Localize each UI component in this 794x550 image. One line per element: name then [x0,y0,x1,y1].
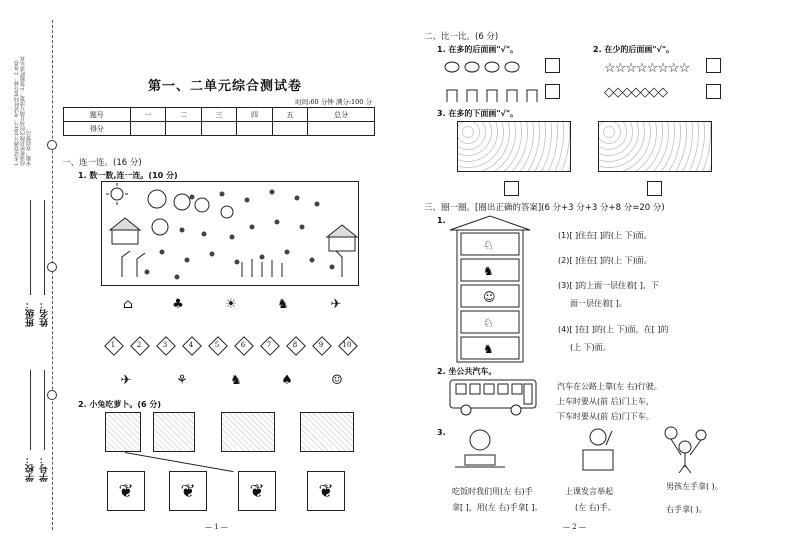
svg-text:♘: ♘ [483,316,494,330]
number-label: 4 [188,341,194,349]
name-field-label: 姓名： [40,300,50,327]
deer-icon[interactable]: ♞ [230,372,242,388]
radish-icon: ❦ [180,480,196,502]
score-table-score-row [64,122,375,136]
house-question-line[interactable]: 面一层住着[ ]。 [570,299,627,308]
svg-text:♘: ♘ [483,238,494,252]
number-label: 6 [240,341,246,349]
counting-scene [101,181,359,286]
scene-illustration [102,182,360,287]
svg-text:♞: ♞ [483,264,494,278]
number-label: 2 [136,341,142,349]
eating-child-illustration [450,425,510,475]
score-table-cell: 一 [130,108,166,122]
raise-hand-question-line[interactable]: 上课发言举起 [565,487,613,496]
raising-hand-child-illustration [573,425,623,475]
number-diamond[interactable] [105,337,121,353]
question-2-2-title: 2. 在少的后面画"√"。 [593,45,675,54]
monkey-group-box [457,121,571,172]
number-label: 1 [110,341,116,349]
question-2-1-title: 1. 在多的后面画"√"。 [437,45,519,54]
class-field-line[interactable] [30,200,31,295]
id-field-label: 学号： [40,455,50,482]
radish-icon: ❦ [118,480,134,502]
bus-question-line[interactable]: 汽车在公路上靠(左 右)行驶。 [557,382,662,391]
house-question-line[interactable]: (4)[ ]在[ ]的(上 下)面，在[ ]的 [558,325,669,334]
stars-row: ☆☆☆☆☆☆☆☆ [604,61,690,76]
section-2-heading: 二、比一比。(6 分) [424,32,499,42]
svg-text:☺: ☺ [483,290,496,304]
score-table-header-row [64,108,375,122]
eating-question-line[interactable]: 吃饭时我们用(左 右)手 [452,487,533,496]
monkey-icon[interactable]: ☺ [331,372,343,388]
page-title: 第一、二单元综合测试卷 [147,79,302,94]
binding-hole [47,140,57,150]
answer-box[interactable] [706,84,721,99]
answer-box[interactable] [545,84,560,99]
bird-icon[interactable]: ✈ [120,372,132,388]
svg-text:♞: ♞ [483,342,494,356]
section-1-heading: 一、连一连。(16 分) [62,158,142,168]
house-icon[interactable]: ⌂ [123,296,133,312]
apartment-building [445,215,535,365]
balloon-question-line[interactable]: 男孩左手拿( )。 [666,482,723,491]
score-entry-cell[interactable] [201,122,237,136]
number-diamond[interactable] [339,337,355,353]
boy-balloons-illustration [663,425,708,475]
radish-icon: ❦ [318,480,334,502]
rabbit-icon[interactable]: ♞ [277,296,289,312]
score-entry-cell[interactable] [308,122,375,136]
rabbit-group-card[interactable] [221,412,275,452]
question-3-3-label: 3. [437,428,446,437]
seal-line [52,20,53,530]
bus-illustration [448,376,540,416]
sun-icon[interactable]: ☀ [225,296,237,312]
number-label: 5 [214,341,220,349]
answer-box[interactable] [504,181,519,196]
flower-icon[interactable]: ⚘ [176,372,188,388]
binding-hole [47,390,57,400]
bus-question-line[interactable]: 下车时要从(前 后)门下车。 [557,412,654,421]
score-entry-cell[interactable] [237,122,273,136]
id-field-line[interactable] [44,370,45,450]
page-number: — 1 — [205,523,228,531]
section-3-heading: 三、圈一圈。[圈出正确的答案](6 分+3 分+3 分+8 分=20 分) [424,203,665,213]
binding-margin [0,0,60,550]
animals-compare-illustration [442,57,542,107]
score-table-cell: 总分 [308,108,375,122]
eating-question-line[interactable]: 拿[ ]，用(左 右)手拿[ ]。 [452,503,543,512]
exam-note: 1.本试卷满分100分，考试时间60分钟。2.答卷前请将密封线内的项目填写清楚。3.答题时请认真审题，卷面整洁。 [14,56,32,166]
question-3-1-label: 1. [437,216,446,225]
house-question-line[interactable]: (2)[ ]住在[ ]的(上 下)面。 [558,256,652,265]
diamonds-row: ◇◇◇◇◇◇◇ [604,85,667,100]
score-table-cell: 四 [237,108,273,122]
bus-question-line[interactable]: 上车时要从(前 后)门上车， [557,397,654,406]
rabbit-group-card[interactable] [105,412,141,452]
score-table-cell: 二 [166,108,202,122]
score-table-cell: 得分 [64,122,131,136]
mushroom-icon[interactable]: ♠ [281,372,293,388]
connecting-line [125,452,234,472]
answer-box[interactable] [706,58,721,73]
number-label: 8 [292,341,298,349]
score-table-cell: 五 [272,108,308,122]
number-diamond[interactable] [313,337,329,353]
score-table-cell: 三 [201,108,237,122]
rabbit-group-card[interactable] [153,412,195,452]
number-diamond[interactable] [183,337,199,353]
bird-icon[interactable]: ✈ [330,296,342,312]
monkey-group-box [598,121,712,172]
number-diamond[interactable] [209,337,225,353]
binding-hole [47,262,57,272]
question-1-2-title: 2. 小兔吃萝卜。(6 分) [78,400,162,409]
answer-box[interactable] [647,181,662,196]
number-diamond[interactable] [131,337,147,353]
number-diamond[interactable] [157,337,173,353]
answer-box[interactable] [545,58,560,73]
number-label: 9 [318,341,324,349]
number-diamond[interactable] [287,337,303,353]
number-label: 3 [162,341,168,349]
score-table [63,107,375,136]
score-entry-cell[interactable] [130,122,166,136]
score-entry-cell[interactable] [272,122,308,136]
time-info: 时间:60 分钟 满分:100 分 [295,98,372,106]
school-field-line[interactable] [30,370,31,450]
rabbit-group-card[interactable] [300,412,354,452]
number-diamond[interactable] [261,337,277,353]
page-number: — 2 — [563,523,586,531]
question-2-3-title: 3. 在多的下面画"√"。 [437,109,519,118]
name-field-line[interactable] [44,200,45,295]
raise-hand-question-line[interactable]: (左 右)手。 [575,503,616,512]
number-label: 7 [266,341,272,349]
question-3-2-title: 2. 坐公共汽车。 [437,367,497,376]
radish-icon: ❦ [249,480,265,502]
balloon-question-line[interactable]: 右手拿( )。 [666,505,707,514]
number-label: 10 [342,341,352,349]
score-entry-cell[interactable] [166,122,202,136]
class-field-label: 班级： [26,300,36,327]
school-field-label: 学校： [26,455,36,482]
tree-icon[interactable]: ♣ [172,296,184,312]
house-question-line[interactable]: (上 下)面。 [570,343,611,352]
house-question-line[interactable]: (3)[ ]的上面一层住着[ ]，下 [558,281,659,290]
number-diamond[interactable] [235,337,251,353]
score-table-cell: 题号 [64,108,131,122]
question-1-1-title: 1. 数一数,连一连。(10 分) [78,171,178,180]
house-question-line[interactable]: (1)[ ]住在[ ]的(上 下)面。 [558,231,652,240]
